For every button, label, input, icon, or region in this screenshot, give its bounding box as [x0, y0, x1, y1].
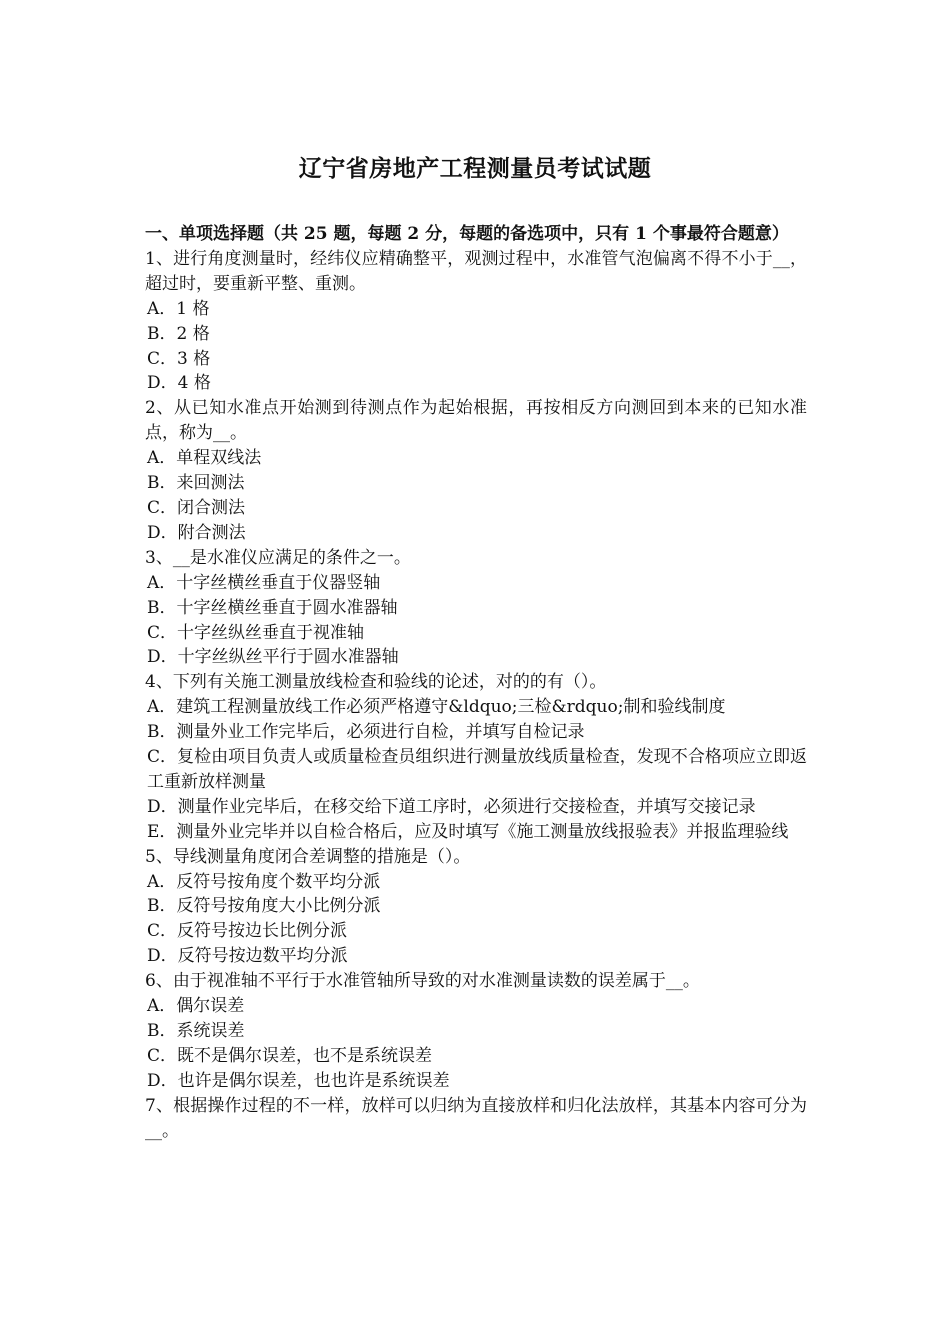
option-d: D．十字丝纵丝平行于圆水准器轴: [147, 647, 399, 668]
option-d: D．反符号按边数平均分派: [147, 946, 348, 967]
document-body: [145, 222, 807, 1144]
option-c: C．闭合测法: [147, 497, 246, 518]
option-a: A．1 格: [147, 298, 210, 319]
option-c: C．十字丝纵丝垂直于视准轴: [147, 622, 365, 643]
option-c: C．3 格: [147, 348, 211, 369]
option-d: D．也许是偶尔误差，也也许是系统误差: [147, 1070, 450, 1091]
question-1: [145, 247, 807, 396]
option-b: B．反符号按角度大小比例分派: [147, 896, 381, 917]
question-stem: 1、进行角度测量时，经纬仪应精确整平，观测过程中，水准管气泡偏离不得不小于__，超过时，要重新平整、重测。: [145, 248, 807, 294]
question-3: [145, 546, 807, 671]
option-b: B．测量外业工作完毕后，必须进行自检，并填写自检记录: [147, 722, 585, 743]
option-b: B．来回测法: [147, 473, 245, 494]
question-stem: 2、从已知水准点开始测到待测点作为起始根据，再按相反方向测回到本来的已知水准点，称为__。: [145, 398, 807, 444]
question-7: [145, 1094, 807, 1144]
question-6: [145, 969, 807, 1094]
option-e: E．测量外业完毕并以自检合格后，应及时填写《施工测量放线报验表》并报监理验线: [147, 821, 789, 842]
option-c: C．复检由项目负责人或质量检查员组织进行测量放线质量检查，发现不合格项应立即返工重新放样测量: [147, 747, 807, 792]
option-c: C．既不是偶尔误差，也不是系统误差: [147, 1045, 433, 1066]
option-a: A．建筑工程测量放线工作必须严格遵守&ldquo;三检&rdquo;制和验线制度: [147, 697, 726, 718]
question-4: [145, 670, 807, 844]
option-c: C．反符号按边长比例分派: [147, 921, 348, 942]
option-b: B．2 格: [147, 323, 210, 344]
document-title: 辽宁省房地产工程测量员考试试题: [298, 155, 652, 182]
option-b: B．十字丝横丝垂直于圆水准器轴: [147, 597, 398, 618]
option-a: A．单程双线法: [147, 448, 262, 469]
option-a: A．反符号按角度个数平均分派: [147, 871, 381, 892]
option-d: D．4 格: [147, 373, 211, 394]
option-d: D．附合测法: [147, 522, 246, 543]
option-d: D．测量作业完毕后，在移交给下道工序时，必须进行交接检查，并填写交接记录: [147, 796, 756, 817]
question-stem: 5、导线测量角度闭合差调整的措施是（）。: [145, 846, 471, 867]
section-heading: 一、单项选择题（共 25 题，每题 2 分，每题的备选项中，只有 1 个事最符合题意）: [145, 224, 789, 244]
question-2: [145, 396, 807, 545]
question-5: [145, 845, 807, 970]
option-b: B．系统误差: [147, 1021, 245, 1041]
question-stem: 4、下列有关施工测量放线检查和验线的论述，对的的有（）。: [145, 672, 607, 693]
question-stem: 3、__是水准仪应满足的条件之一。: [145, 547, 411, 568]
option-a: A．偶尔误差: [147, 996, 245, 1017]
option-a: A．十字丝横丝垂直于仪器竖轴: [147, 572, 381, 593]
question-stem: 7、根据操作过程的不一样，放样可以归纳为直接放样和归化法放样，其基本内容可分为__。: [145, 1095, 807, 1141]
question-stem: 6、由于视准轴不平行于水准管轴所导致的对水准测量读数的误差属于__。: [145, 971, 700, 992]
